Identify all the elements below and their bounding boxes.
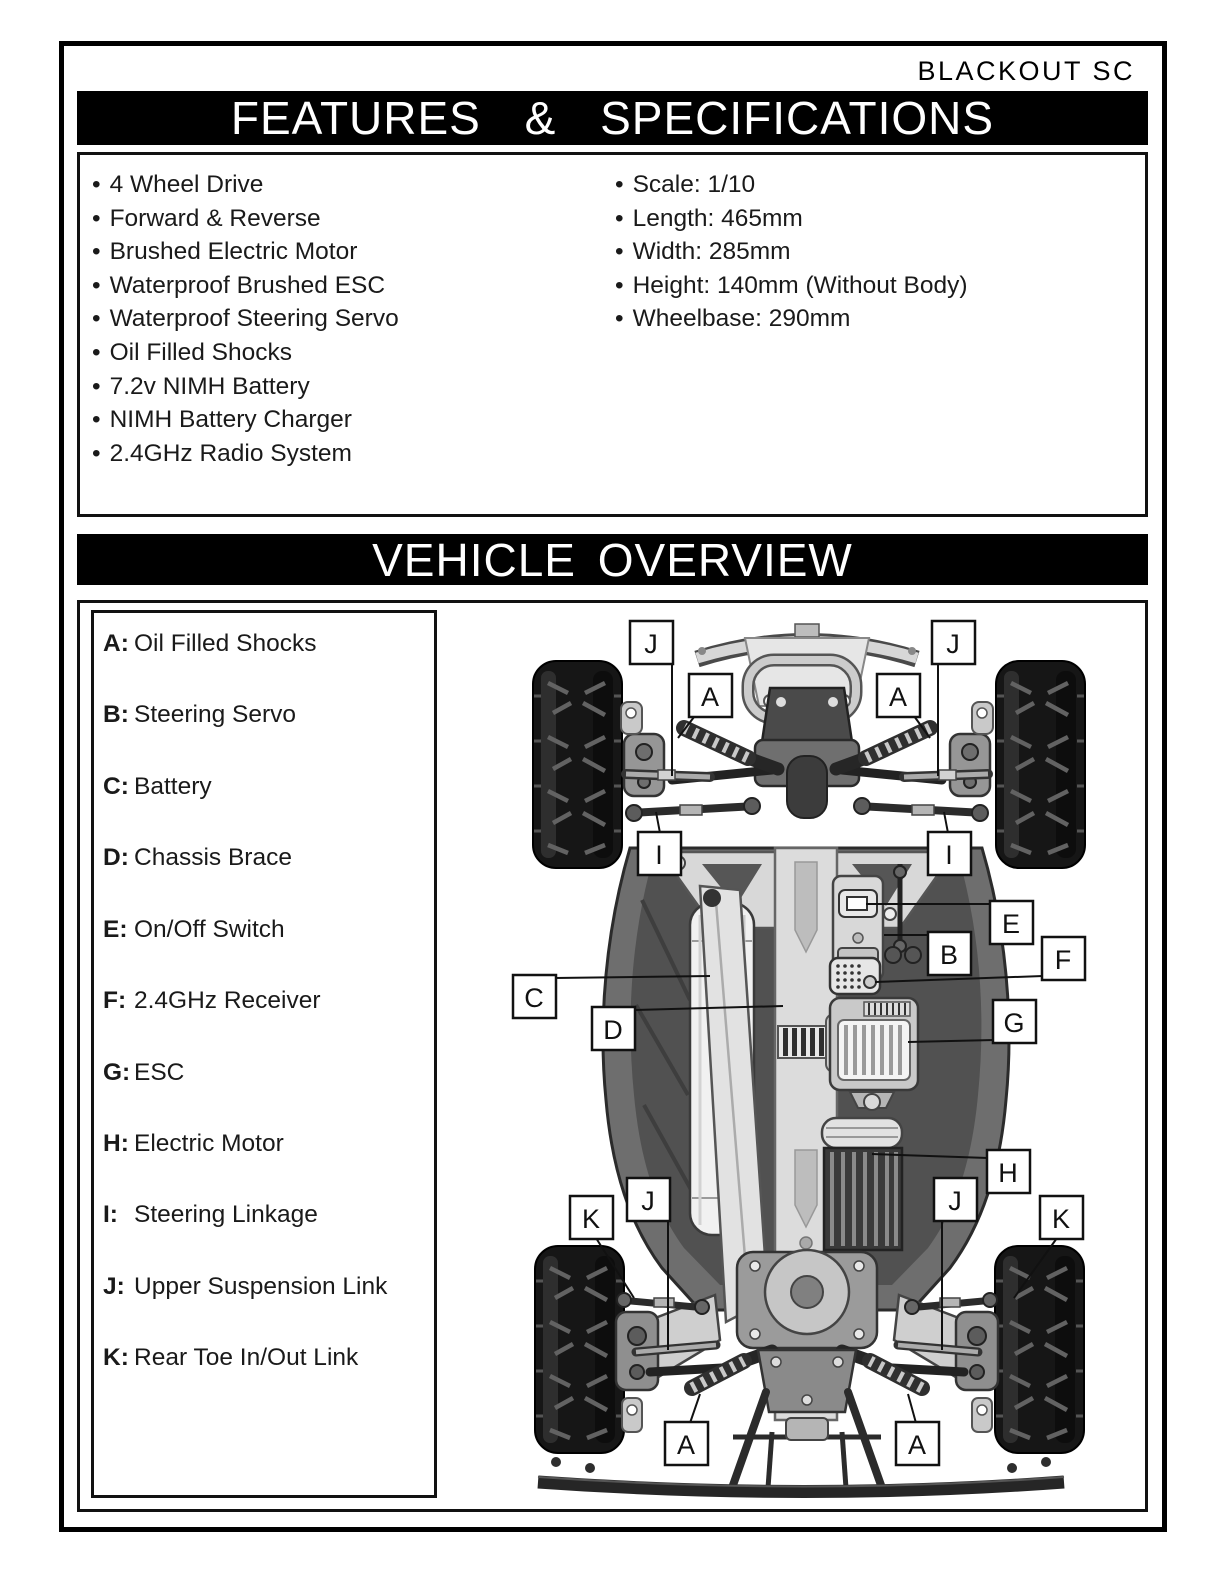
callout-C [513,975,556,1018]
legend-key: G: [103,1059,131,1086]
chassis-top-view-diagram [440,603,1146,1509]
feature-item: • Oil Filled Shocks [92,336,615,370]
svg-text:K: K [1051,1204,1071,1234]
callout-I-left [638,832,681,875]
feature-item: • 2.4GHz Radio System [92,437,615,471]
svg-text:D: D [603,1015,623,1045]
callout-E [990,901,1033,944]
callout-A-rear-left [665,1422,708,1465]
legend-item [103,1130,284,1158]
legend-item [103,1201,318,1229]
front-left-steering-knuckle [624,734,664,796]
rear-gearbox [737,1250,877,1348]
electric-motor [822,1118,902,1250]
legend-label: Upper Suspension Link [134,1273,388,1300]
legend-label: Oil Filled Shocks [134,630,317,657]
spec-item: • Height: 140mm (Without Body) [615,269,1145,303]
legend-item [103,1344,358,1372]
legend-key: E: [103,916,128,943]
features-box [77,152,1148,517]
svg-text:A: A [700,682,720,712]
features-section-title: FEATURES & SPECIFICATIONS [230,92,995,144]
rear-right-tire [995,1246,1084,1453]
specs-list [615,168,1145,514]
rear-shock-tower [758,1350,856,1412]
callout-J-rear-left [627,1178,670,1221]
callout-B [928,932,971,975]
legend-key: B: [103,701,129,728]
spec-item: • Width: 285mm [615,235,1145,269]
callout-A-rear-right [896,1422,939,1465]
svg-text:J: J [641,1186,655,1216]
legend-item [103,630,316,658]
brand-title: BLACKOUT SC [917,56,1135,86]
legend-key: A: [103,630,129,657]
feature-item: • Waterproof Steering Servo [92,302,615,336]
legend-label: Chassis Brace [134,844,292,871]
legend-label: Electric Motor [134,1130,284,1157]
spec-item: • Length: 465mm [615,202,1145,236]
svg-text:A: A [888,682,908,712]
callout-I-right [928,832,971,875]
features-section-header [77,91,1148,145]
legend-item [103,773,212,801]
svg-text:J: J [948,1186,962,1216]
front-right-steering-knuckle [950,734,990,796]
legend-item [103,916,285,944]
spec-item: • Scale: 1/10 [615,168,1145,202]
svg-text:I: I [945,840,953,870]
svg-text:K: K [581,1204,601,1234]
feature-item: • Forward & Reverse [92,202,615,236]
legend-item [103,987,321,1015]
features-list [92,168,615,514]
rear-left-tire [535,1246,624,1453]
legend-item [103,1059,184,1087]
svg-text:J: J [946,629,960,659]
svg-text:A: A [676,1430,696,1460]
callout-A-front-right [877,674,920,717]
callout-J-rear-right [934,1178,977,1221]
callout-D [592,1007,635,1050]
svg-text:F: F [1054,945,1072,975]
legend-label: Battery [134,773,212,800]
svg-text:E: E [1001,909,1021,939]
svg-text:J: J [644,629,658,659]
callout-H [987,1150,1030,1193]
legend-key: I: [103,1201,118,1228]
callout-K-rear-right [1040,1196,1083,1239]
svg-text:B: B [939,940,959,970]
legend-label: ESC [134,1059,185,1086]
legend-label: Steering Servo [134,701,297,728]
feature-item: • 7.2v NIMH Battery [92,370,615,404]
legend-box [91,610,437,1498]
svg-text:I: I [655,840,663,870]
legend-key: D: [103,844,129,871]
svg-text:G: G [1003,1008,1025,1038]
legend-key: K: [103,1344,129,1371]
callout-J-front-left [630,621,673,664]
feature-item: • NIMH Battery Charger [92,403,615,437]
legend-item [103,701,296,729]
front-right-tire [996,661,1085,868]
legend-item [103,844,292,872]
svg-text:A: A [907,1430,927,1460]
svg-text:C: C [524,983,544,1013]
legend-label: On/Off Switch [134,916,285,943]
front-left-tire [533,661,622,868]
feature-item: • 4 Wheel Drive [92,168,615,202]
callout-K-rear-left [570,1196,613,1239]
feature-item: • Waterproof Brushed ESC [92,269,615,303]
overview-section-title: VEHICLE OVERVIEW [372,533,853,586]
radio-receiver [830,958,880,994]
spec-item: • Wheelbase: 290mm [615,302,1145,336]
feature-item: • Brushed Electric Motor [92,235,615,269]
rear-bumper [538,1457,1064,1492]
legend-key: C: [103,773,129,800]
legend-label: 2.4GHz Receiver [134,987,321,1014]
callout-J-front-right [932,621,975,664]
legend-label: Rear Toe In/Out Link [134,1344,359,1371]
legend-key: H: [103,1130,129,1157]
overview-section-header [77,534,1148,585]
legend-item [103,1273,387,1301]
callout-G [993,1000,1036,1043]
front-shock-tower [755,688,859,818]
callout-F [1042,937,1085,980]
legend-label: Steering Linkage [134,1201,318,1228]
svg-text:H: H [998,1158,1018,1188]
callout-A-front-left [689,674,732,717]
legend-key: F: [103,987,127,1014]
legend-key: J: [103,1273,125,1300]
